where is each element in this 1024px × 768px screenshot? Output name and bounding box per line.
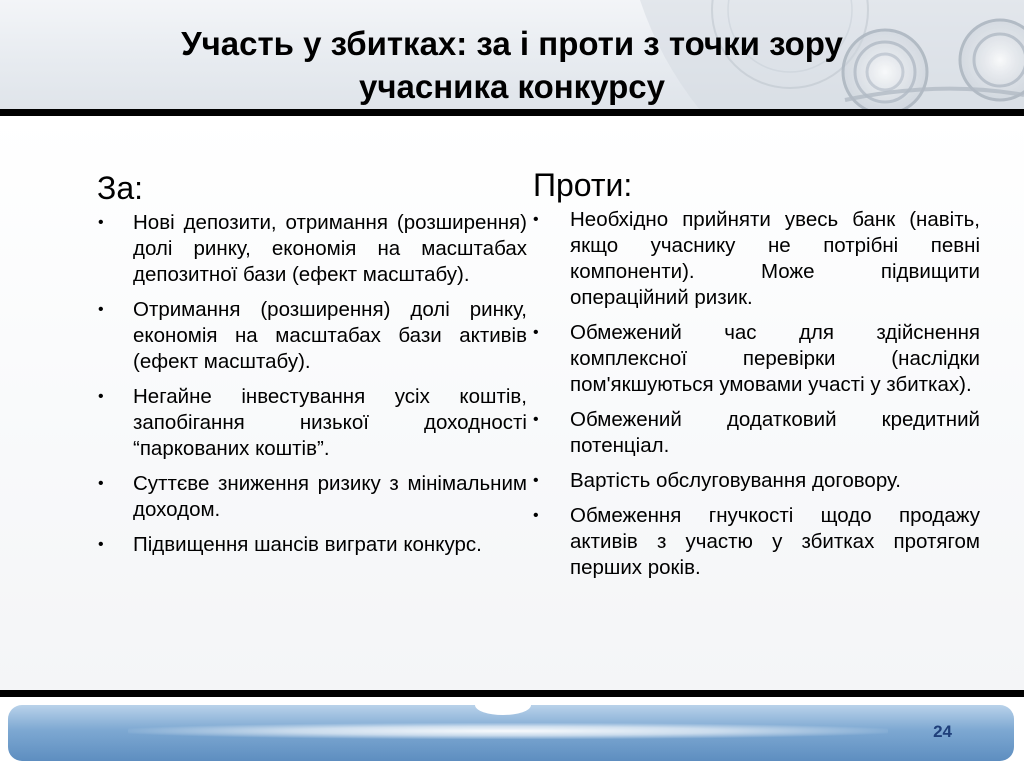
list-item-text: Суттєве зниження ризику з мінімальним доходом. bbox=[133, 472, 527, 521]
list-item bbox=[95, 532, 527, 558]
list-item bbox=[95, 210, 527, 288]
list-item-text: Необхідно прийняти увесь банк (навіть, якщо учаснику не потрібні певні компоненти). Може підвищити операційний ризик. bbox=[570, 208, 980, 309]
bullet-icon: • bbox=[98, 301, 104, 318]
list-item bbox=[95, 297, 527, 375]
slide-title bbox=[40, 22, 984, 108]
slide-footer bbox=[0, 697, 1024, 768]
footer-glow bbox=[128, 723, 888, 739]
bullet-icon: • bbox=[533, 211, 539, 228]
footer-divider bbox=[0, 690, 1024, 697]
header-divider bbox=[0, 109, 1024, 116]
list-item bbox=[95, 471, 527, 523]
cons-list bbox=[530, 207, 980, 581]
list-item bbox=[530, 407, 980, 459]
slide-title-line-1: Участь у збитках: за і проти з точки зору bbox=[181, 25, 843, 62]
slide-header bbox=[0, 0, 1024, 110]
list-item-text: Негайне інвестування усіх коштів, запобігання низької доходності “паркованих коштів”. bbox=[133, 385, 527, 460]
list-item-text: Вартість обслуговування договору. bbox=[570, 469, 901, 492]
list-item-text: Обмежений час для здійснення комплексної перевірки (наслідки пом'якшуються умовами участі у збитках). bbox=[570, 321, 980, 396]
footer-bar bbox=[8, 705, 1014, 761]
list-item-text: Обмеження гнучкості щодо продажу активів з участю у збитках протягом перших років. bbox=[570, 504, 980, 579]
list-item-text: Підвищення шансів виграти конкурс. bbox=[133, 533, 482, 556]
list-item-text: Нові депозити, отримання (розширення) долі ринку, економія на масштабах депозитної бази (ефект масштабу). bbox=[133, 211, 527, 286]
bullet-icon: • bbox=[533, 507, 539, 524]
bullet-icon: • bbox=[533, 324, 539, 341]
pros-list bbox=[95, 210, 527, 558]
pros-column bbox=[95, 164, 527, 567]
bullet-icon: • bbox=[98, 475, 104, 492]
bullet-icon: • bbox=[533, 472, 539, 489]
list-item bbox=[530, 468, 980, 494]
bullet-icon: • bbox=[98, 536, 104, 553]
list-item bbox=[530, 320, 980, 398]
bullet-icon: • bbox=[533, 411, 539, 428]
pros-heading: За: bbox=[97, 170, 144, 206]
list-item bbox=[530, 207, 980, 311]
list-item bbox=[95, 384, 527, 462]
footer-notch bbox=[475, 705, 531, 715]
cons-column bbox=[530, 165, 980, 590]
list-item-text: Отримання (розширення) долі ринку, економія на масштабах бази активів (ефект масштабу). bbox=[133, 298, 527, 373]
bullet-icon: • bbox=[98, 214, 104, 231]
slide-title-line-2: учасника конкурсу bbox=[359, 68, 665, 105]
cons-heading: Проти: bbox=[533, 167, 633, 203]
page-number: 24 bbox=[933, 722, 952, 741]
bullet-icon: • bbox=[98, 388, 104, 405]
list-item bbox=[530, 503, 980, 581]
list-item-text: Обмежений додатковий кредитний потенціал. bbox=[570, 408, 980, 457]
